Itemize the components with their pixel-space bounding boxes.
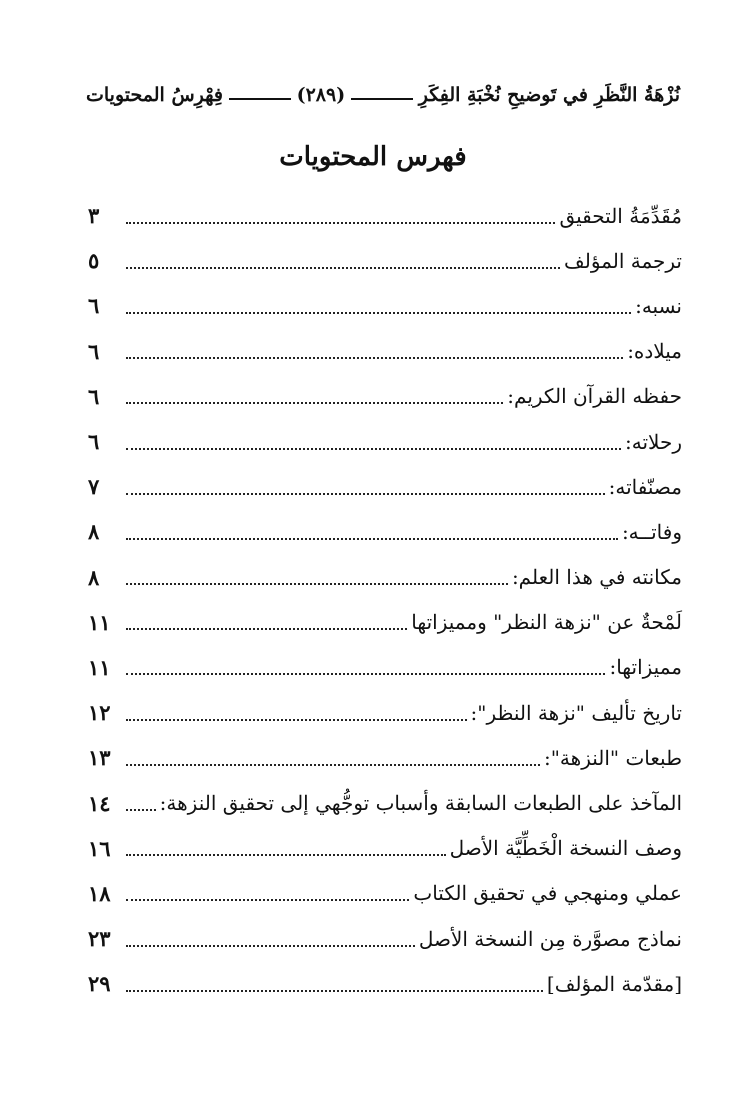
toc-entry-page: ٦ [88, 429, 100, 455]
toc-entry-title: المآخذ على الطبعات السابقة وأسباب توجُّهي إلى تحقيق النزهة: [159, 791, 682, 816]
dot-leader [126, 628, 407, 630]
toc-entry-title: نسبه: [635, 293, 682, 318]
dot-leader [126, 809, 156, 811]
toc-entry-page: ٦ [88, 293, 100, 319]
toc-entry[interactable] [88, 826, 682, 871]
toc-entry[interactable] [88, 555, 682, 600]
toc-entry-page: ٦ [88, 338, 100, 364]
toc-entry-title: حفظه القرآن الكريم: [507, 384, 682, 409]
dot-leader [126, 538, 618, 540]
page-title: فهرس المحتويات [279, 142, 467, 172]
toc-entry[interactable] [88, 780, 682, 825]
toc-entry-page: ١٢ [88, 700, 111, 726]
dot-leader [126, 719, 467, 721]
toc-entry-title: رحلاته: [625, 429, 682, 454]
toc-entry[interactable] [88, 961, 682, 1006]
dot-leader [126, 267, 560, 269]
dot-leader [126, 357, 623, 359]
toc-entry-page: ١١ [88, 609, 111, 635]
toc-entry-title: ميلاده: [627, 339, 682, 364]
toc-entry[interactable] [88, 419, 682, 464]
toc-entry-title: نماذج مصوَّرة مِن النسخة الأصل [418, 926, 682, 951]
toc-entry[interactable] [88, 193, 682, 238]
dot-leader [126, 402, 503, 404]
toc-entry-title: طبعات "النزهة": [543, 745, 682, 770]
toc-entry-page: ٣ [88, 203, 100, 229]
toc-entry[interactable] [88, 464, 682, 509]
header-rule-right [351, 98, 413, 100]
dot-leader [126, 448, 621, 450]
dot-leader [126, 945, 415, 947]
toc-entry-title: مُقَدِّمَةُ التحقيق [559, 203, 682, 228]
toc-entry-title: مكانته في هذا العلم: [511, 565, 682, 590]
toc-entry-page: ٢٩ [88, 971, 111, 997]
header-page-number: (٢٨٩) [296, 84, 346, 106]
toc-entry-title: تاريخ تأليف "نزهة النظر": [470, 700, 682, 725]
toc-entry-page: ١١ [88, 654, 111, 680]
toc-entry-page: ٦ [88, 383, 100, 409]
dot-leader [126, 222, 555, 224]
toc-entry-page: ٨ [88, 564, 100, 590]
toc-entry[interactable] [88, 509, 682, 554]
toc-entry-page: ١٤ [88, 790, 111, 816]
dot-leader [126, 854, 446, 856]
toc-entry-page: ٥ [88, 248, 100, 274]
dot-leader [126, 583, 508, 585]
toc-entry-title: [مقدّمة المؤلف] [546, 971, 682, 996]
dot-leader [126, 899, 409, 901]
running-header [86, 78, 680, 112]
dot-leader [126, 764, 540, 766]
toc-entry-title: وصف النسخة الْخَطِّيَّة الأصل [449, 836, 682, 861]
toc-entry-title: وفاتــه: [621, 519, 682, 544]
toc-entry[interactable] [88, 329, 682, 374]
toc-entry-title: ترجمة المؤلف [564, 248, 682, 273]
toc-entry-page: ٢٣ [88, 926, 111, 952]
dot-leader [126, 493, 605, 495]
toc-entry[interactable] [88, 600, 682, 645]
toc-entry-page: ٨ [88, 519, 100, 545]
header-rule-left [229, 98, 291, 100]
header-book-title: نُزْهَةُ النَّظَرِ في تَوضيحِ نُخْبَةِ الفِكَرِ [418, 84, 680, 106]
toc-entry[interactable] [88, 374, 682, 419]
toc-entry[interactable] [88, 871, 682, 916]
toc-entry[interactable] [88, 238, 682, 283]
dot-leader [126, 312, 631, 314]
toc-list [88, 193, 682, 1006]
toc-entry-title: مميزاتها: [609, 655, 682, 680]
toc-entry[interactable] [88, 916, 682, 961]
toc-entry[interactable] [88, 283, 682, 328]
toc-entry[interactable] [88, 690, 682, 735]
header-section-title: فِهْرِسُ المحتويات [86, 84, 223, 106]
toc-entry[interactable] [88, 735, 682, 780]
toc-entry-title: عملي ومنهجي في تحقيق الكتاب [413, 881, 682, 906]
toc-entry-page: ١٦ [88, 835, 111, 861]
toc-entry[interactable] [88, 645, 682, 690]
toc-entry-title: لَمْحةٌ عن "نزهة النظر" ومميزاتها [411, 610, 682, 635]
dot-leader [126, 673, 605, 675]
toc-entry-page: ١٨ [88, 880, 111, 906]
toc-entry-page: ٧ [88, 474, 100, 500]
dot-leader [126, 990, 543, 992]
toc-entry-page: ١٣ [88, 745, 111, 771]
toc-entry-title: مصنّفاته: [608, 474, 682, 499]
